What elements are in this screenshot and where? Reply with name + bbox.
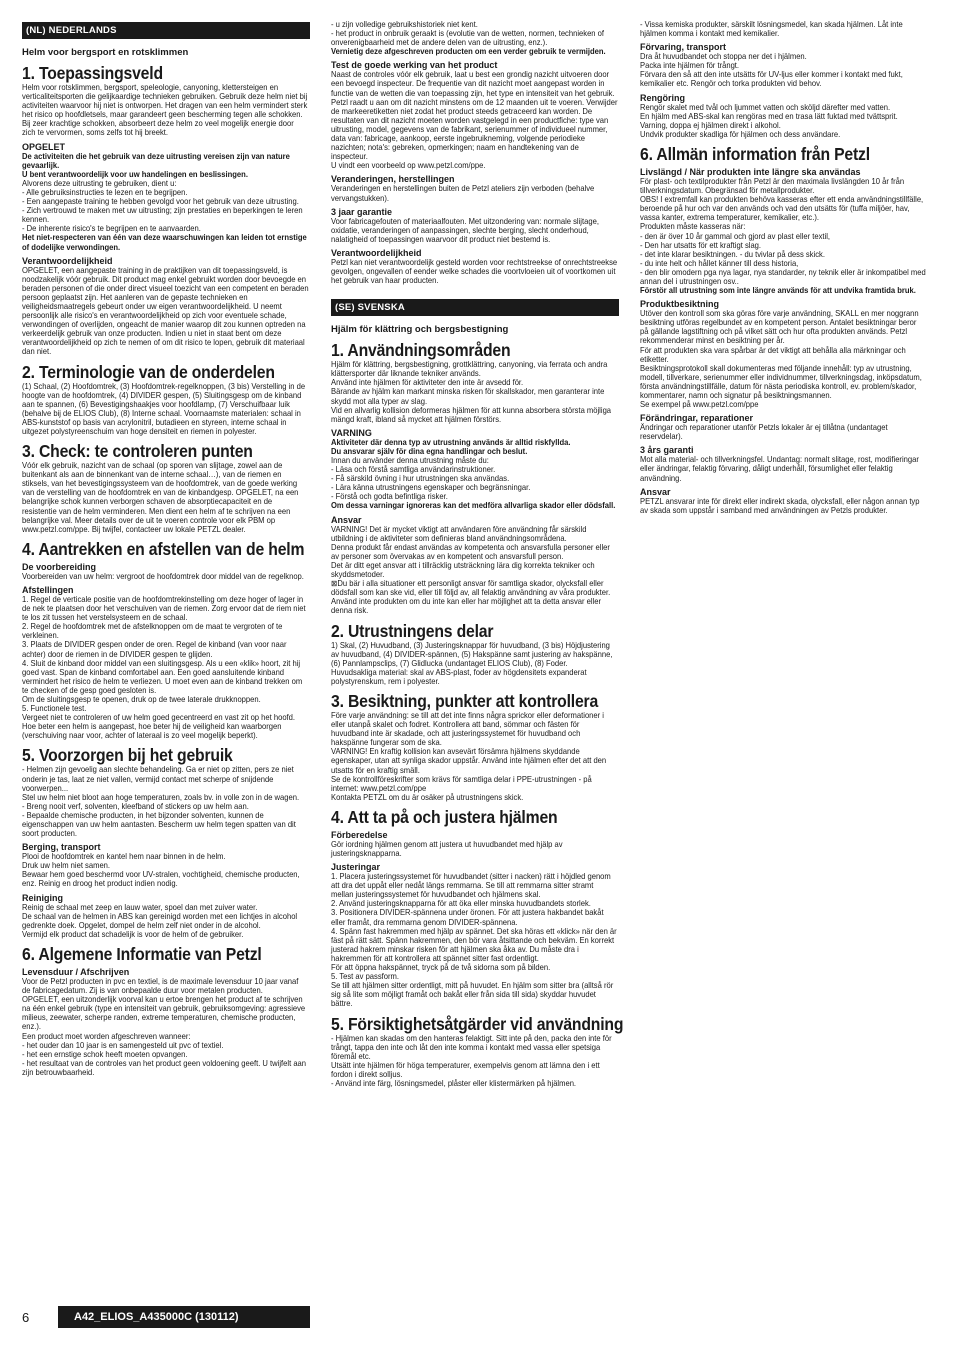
paragraph: - Helmen zijn gevoelig aan slechte behandeling. Ga er niet op zitten, pers ze niet onderin je tas, laat ze niet vallen, vermijd contact met scherpe of snijdende voorwerpen... Stel uw helm niet bloot aan hoge temperaturen, zoals bv. in volle zon in de wagen. - Breng nooit verf, solventen, kleefband of stickers op uw helm aan. - Bepaalde chemische producten, in het bijzonder solventen, kunnen de eigenschappen van uw helm aantasten. Bescherm uw helm tegen spatten van dit soort producten. — [22, 765, 300, 839]
section-title: 3. Check: te controleren punten — [22, 441, 253, 462]
warning-text: U bent verantwoordelijk voor uw handelingen en beslissingen. — [22, 169, 248, 179]
subtitle-nl: Helm voor bergsport en rotsklimmen — [22, 47, 189, 58]
language-bar-nl: (NL) NEDERLANDS — [22, 22, 310, 39]
section-title: 3. Besiktning, punkter att kontrollera — [331, 690, 599, 711]
paragraph: Utöver den kontroll som ska göras före varje användning, SKALL en mer noggrann besiktning utföras regelbundet av en kompetent person. Antalet besiktningar beror på gällande lagstiftning och på vilket sätt och hur ofta produkten används. Petzl rekommenderar minst en besiktning per år. För att produkten ska vara spårbar är det viktigt att behålla alla märkningar och etiketter. Besiktningsprotokoll skall dokumenteras med följande innehåll: typ av utrustning, modell, tillverkare, serienummer eller individnummer, tillverkningsdag, inköpsdatum, första användningstillfälle, datum för nästa periodiska kontroll, ev. problem/skador, kommentarer, namn och signatur på besiktningsmannen. Se exempel på www.petzl.com/ppe — [640, 309, 922, 410]
paragraph: Vóór elk gebruik, nazicht van de schaal (op sporen van slijtage, zowel aan de buitenkant als aan de binnenkant van de interne schaal…), van de riemen en stiksels, van het bevestigingssysteem van de hoofdomtrek, van de goede werking van de verstelling van de hoofdomtrek en van de kinbandgesp. OPGELET, na een belangrijke schok kunnen verborgen schaven de absorptiecapaciteit en de resistentie van de helm verminderen. Men dient een helm af te schrijven na een belangrijke val. Meer details over de uit te voeren controle voor elk PBM op www.petzl.com/ppe. Bij twijfel, contacteer uw lokale PETZL dealer. — [22, 461, 299, 534]
warning-text: Aktiviteter där denna typ av utrustning används är alltid riskfyllda. Du ansvarar själv för dina egna handlingar och beslut. — [331, 437, 571, 456]
subheading: Produktbesiktning — [640, 299, 720, 310]
paragraph: Innan du använder denna utrustning måste du: - Läsa och förstå samtliga användarinstruktioner. - Få särskild övning i hur utrustningen ska användas. - Lära känna utrustningens egenskaper och begränsningar. - Förstå och godta befintliga risker. — [331, 456, 531, 502]
paragraph: Före varje användning: se till att det inte finns några sprickor eller deformationer i eller utanpå skalet och fodret. Kontrollera att band, sömmar och fästen för huvudband inte är skadade, och att justeringssystemet för huvudband och hakspänne fungerar som de ska. VARNING! En kraftig kollision kan avsevärt försämra hjälmens skyddande egenskaper, utan att synliga skador uppstår. Använd inte hjälmen efter det att den utsatts för en kraftig smäll. Se de kontrollföreskrifter som krävs för samtliga delar i PPE-utrustningen - på internet: www.petzl.com/ppe Kontakta PETZL om du är osäker på utrustningens skick. — [331, 710, 607, 802]
paragraph: Voorbereiden van uw helm: vergroot de hoofdomtrek door middel van de regelknop. — [22, 571, 304, 581]
language-bar-se: (SE) SVENSKA — [331, 299, 619, 316]
paragraph: Plooi de hoofdomtrek en kantel hem naar binnen in de helm. Druk uw helm niet samen. Bewaar hem goed beschermd voor UV-stralen, vochtigheid, chemische producten, enz. Reinig en droog het product indien nodig. — [22, 852, 300, 889]
subheading: Ansvar — [640, 486, 671, 497]
subheading: Justeringar — [331, 862, 381, 873]
page-number: 6 — [22, 1310, 30, 1325]
section-title: 4. Att ta på och justera hjälmen — [331, 806, 558, 827]
page-footer — [22, 1306, 310, 1328]
subheading: Rengöring — [640, 92, 685, 103]
subheading: Verantwoordelijkheid — [331, 247, 422, 258]
subtitle-se: Hjälm för klättring och bergsbestigning — [331, 324, 509, 336]
document-code: A42_ELIOS_A435000C (130112) — [58, 1306, 310, 1328]
paragraph: Rengör skalet med tvål och ljummet vatten och sköljd därefter med vatten. En hjälm med ABS-skal kan rengöras med en trasa lätt fuktad med tvättsprit. Varning, doppa ej hjälmen direkt i alkohol. Undvik produkter skadliga för hjälmen och dess användare. — [640, 102, 898, 139]
paragraph: Voor de Petzl producten in pvc en textiel, is de maximale levensduur 10 jaar vanaf de fabricagedatum. Zij is van onbepaalde duur voor metalen producten. OPGELET, een uitzonderlijk voorval kan u ertoe brengen het product af te schrijven na één enkel gebruik (type en intensiteit van gebruik, gebruiksomgeving: agressieve milieus, zeewater, scherpe randen, extreme temperaturen, chemische producten, enz.). Een product moet worden afgeschreven wanneer: - het ouder dan 10 jaar is en samengesteld uit pvc of textiel. - het een ernstige schok heeft moeten opvangen. - het resultaat van de controles van het product geen voldoening geeft. U twijfelt aan zijn betrouwbaarheid. — [22, 976, 307, 1077]
subheading: De voorbereiding — [22, 561, 97, 572]
section-title: 2. Terminologie van de onderdelen — [22, 361, 275, 382]
column-2 — [331, 20, 624, 1088]
paragraph: Mot alla material- och tillverkningsfel. Undantag: normalt slitage, rost, modifieringar eller ändringar, felaktig förvaring, dåligt underhåll, försumlighet eller felaktig användning. — [640, 455, 919, 483]
section-title: 4. Aantrekken en afstellen van de helm — [22, 538, 305, 559]
section-title: 6. Algemene Informatie van Petzl — [22, 943, 262, 964]
warning-text: Het niet-respecteren van één van deze waarschuwingen kan leiden tot ernstige of dodelijke verwondingen. — [22, 233, 307, 252]
subheading: Förändringar, reparationer — [640, 413, 754, 424]
paragraph: OPGELET, een aangepaste training in de praktijken van dit toepassingsveld, is noodzakelijk vóór gebruik. Dit product mag enkel gebruikt worden door bevoegde en beraden personen of die onder direct visueel toezicht van een competent en beraden persoon geplaatst zijn. Het aanleren van de gepaste technieken en veiligheidsmaatregels gebeurt onder uw eigen verantwoordelijkheid. U neemt persoonlijk alle risico's en verantwoordelijkheid op zich voor eventuele schade, verwondingen of overlijden, ongeacht de manier waarop dit zou kunnen optreden na verkeerdelijk gebruik van onze producten. Indien u niet in staat bent om deze verantwoordelijkheid op zich te nemen of om dit risico te lopen, gebruik dit materiaal dan niet. — [22, 265, 309, 357]
subheading: 3 jaar garantie — [331, 206, 393, 217]
section-title: 5. Voorzorgen bij het gebruik — [22, 745, 233, 766]
paragraph: 1) Skal, (2) Huvudband, (3) Justeringsknappar för huvudband, (3 bis) Höjdjustering av huvudband, (4) DIVIDER-spännen, (5) Hakspänne samt justering av hakspänne, (6) Pannlampsclips, (7) Glidlucka (undantaget ELIOS Club), (8) Foder. Huvudsakliga material: skal av ABS-plast, foder av högdensitets expanderat polystyrenskum, rem i polyester. — [331, 640, 613, 686]
paragraph: - Vissa kemiska produkter, särskilt lösningsmedel, kan skada hjälmen. Låt inte hjälmen komma i kontakt med kemikalier. — [640, 20, 903, 39]
section-title: 6. Allmän information från Petzl — [640, 143, 870, 164]
paragraph: Helm voor rotsklimmen, bergsport, speleologie, canyoning, klettersteigen en verticaliteitsporten die gelijkaardige technieken gebruiken. Gebruik deze helm niet bij activiteiten waarvoor hij niet is ontworpen. Het dragen van een helm vermindert sterk het risico op hoofdletsels, maar garandeert geen bescherming tegen alle schokken. Bij zeer krachtige schokken, absorbeert deze helm zo veel mogelijk energie door zich te vervormen, soms zelfs tot hij breekt. — [22, 83, 308, 138]
section-title: 5. Försiktighetsåtgärder vid användning — [331, 1013, 624, 1034]
subheading: Verantwoordelijkheid — [22, 255, 113, 266]
subheading: Förvaring, transport — [640, 42, 727, 53]
subheading: Livslängd / När produkten inte längre ska användas — [640, 166, 861, 177]
section-title: 1. Toepassingsveld — [22, 63, 163, 83]
paragraph: Naast de controles vóór elk gebruik, laat u best een grondig nazicht uitvoeren door een bevoegd inspecteur. De frequentie van dit nazicht moet aangepast worden in functie van de wetten die van toepassing zijn, het type en intensiteit van het gebruik. Petzl raadt u aan om dit nazicht minstens om de 12 maanden uit te voeren. Verwijder de markeeretiketten niet zodat het product steeds getraceerd kan worden. De resultaten van dit nazicht moeten worden vastgelegd in een productfiche: type van uitrusting, model, gegevens van de fabrikant, serienummer of individueel nummer, data van: fabricage, aankoop, eerste ingebruikneming, volgende periodieke nazichten; nota's: gebreken, opmerkingen; naam en handtekening van de inspecteur. U vindt een voorbeeld op www.petzl.com/ppe. — [331, 70, 618, 171]
paragraph: VARNING! Det är mycket viktigt att användaren före användning får särskild utbildning i de aktiviteter som definieras bland användningsområdena. Denna produkt får endast användas av kompetenta och ansvarsfulla personer eller av personer som övervakas av en kompetent och ansvarsfull person. Det är ditt eget ansvar att i tillräcklig utsträckning lära dig korrekta tekniker och skyddsmetoder. ⊠Du bär i alla situationer ett personligt ansvar för samtliga skador, olycksfall eller dödsfall som kan ske vid, eller till följd av, all felaktig användning av våra produkter. Använd inte produkten om du inte kan eller har möjlighet att ta detta ansvar eller denna risk. — [331, 524, 611, 616]
paragraph: Hjälm för klättring, bergsbestigning, grottklättring, canyoning, via ferrata och andra klättersporter där liknande tekniker används. Använd inte hjälmen för aktiviteter den inte är avsedd för. Bärande av hjälm kan markant minska risken för skallskador, men garanterar inte skydd mot alla typer av slag. Vid en allvarlig kollision deformeras hjälmen för att kunna absorbera största möjliga mängd kraft, ibland så mycket att hjälmen förstörs. — [331, 360, 612, 424]
paragraph: 1. Regel de verticale positie van de hoofdomtrekinstelling om deze hoger of lager in de nek te plaatsen door het verschuiven van de riemen. Zorg ervoor dat de riem niet te los zit tussen het verstelsysteem en de schaal. 2. Regel de hoofdomtrek met de afstelknoppen om de maat te vergroten of te verkleinen. 3. Plaats de DIVIDER gespen onder de oren. Regel de kinband (van voor naar achter) door de riemen in de DIVIDER gespen te glijden. 4. Sluit de kinband door middel van een sluitingsgesp. Als u een «klik» hoort, zit hij goed vast. Span de kinband comfortabel aan. Een goed aansluitende kinband vermindert het risico de helm te verliezen. U moet even aan de kinband trekken om te checken of de gesp goed gesloten is. Om de sluitingsgesp te openen, druk op de twee laterale drukknoppen. 5. Functionele test. Vergeet niet te controleren of uw helm goed gecentreerd en vast zit op het hoofd. Hoe beter een helm is aangepast, hoe beter hij de veiligheid kan waarborgen (verschuiving naar voor, achter of lateraal is zo veel mogelijk beperkt). — [22, 594, 306, 741]
warning-text: Vernietig deze afgeschreven producten om een verder gebruik te vermijden. — [331, 47, 606, 57]
column-3 — [640, 20, 928, 515]
paragraph: PETZL ansvarar inte för direkt eller indirekt skada, olycksfall, eller någon annan typ av skada som uppstår i samband med användningen av Petzls produkter. — [640, 496, 920, 515]
subheading: Ansvar — [331, 514, 362, 525]
paragraph: - u zijn volledige gebruikshistoriek niet kent. - het product in onbruik geraakt is (evolutie van de wetten, normen, technieken of onverenigbaarheid met de andere delen van de uitrusting, enz.). — [331, 20, 605, 48]
paragraph: - Hjälmen kan skadas om den hanteras felaktigt. Sitt inte på den, packa den inte för trångt, tappa den inte och låt den inte komma i kontakt med vassa eller spetsiga föremål etc. Utsätt inte hjälmen för höga temperaturer, exempelvis genom att lämna den i ett fordon i direkt solljus. - Använd inte färg, lösningsmedel, plåster eller klistermärken på hjälmen. — [331, 1033, 612, 1088]
section-title: 2. Utrustningens delar — [331, 620, 494, 641]
subheading: Berging, transport — [22, 842, 101, 853]
paragraph: Dra åt huvudbandet och stoppa ner det i hjälmen. Packa inte hjälmen för trångt. Förvara den så att den inte utsätts för UV-ljus eller kommer i kontakt med fukt, kemikalier etc. Rengör och torka produkten vid behov. — [640, 52, 903, 89]
paragraph: (1) Schaal, (2) Hoofdomtrek, (3) Hoofdomtrek-regelknoppen, (3 bis) Verstelling in de hoogte van de hoofdomtrek, (4) DIVIDER gespen, (5) Sluitingsgesp om de kinband aan te spannen, (6) Bevestigingshaakjes voor hoofdlamp, (7) Verschuifbaar luik (behalve bij de ELIOS Club), (8) Interne schaal. Voornaamste materialen: schaal in ABS-kunststof op basis van acrylonitril, butadieen en styreen, interne schaal in uitgezet polystyreenschuim van hoge densiteit en riemen in polyester. — [22, 381, 306, 436]
warning-text: Om dessa varningar ignoreras kan det medföra allvarliga skador eller dödsfall. — [331, 501, 616, 511]
paragraph: 1. Placera justeringssystemet för huvudbandet (sitter i nacken) rätt i höjdled genom att dra det uppåt eller nedåt längs remmarna. Se till att remmarna sitter stramt mellan justeringssystemet för huvudbandet och hjälmens skal. 2. Använd justeringsknapparna för att öka eller minska huvudbandets storlek. 3. Positionera DIVIDER-spännena under öronen. För att justera hakbandet bakåt eller framåt, dra remmarna genom DIVIDER-spännena. 4. Spänn fast hakremmen med hjälp av spännet. Det ska höras ett «klick» när den är fäst på rätt sätt. Spänn hakremmen, den bör vara åtsittande och bekväm. En korrekt justerad hakrem minskar risken för att hjälmen ska åka av. Du måste dra i hakremmen för att kontrollera att spännet sitter fast ordentligt. För att öppna hakspännet, tryck på de två sidorna som på bilden. 5. Test av passform. Se till att hjälmen sitter ordentligt, mitt på huvudet. En hjälm som sitter bra (alltså rör sig så lite som möjligt framåt och bakåt eller från sida till sida) skyddar huvudet bättre. — [331, 872, 617, 1009]
warning-text: De activiteiten die het gebruik van deze uitrusting vereisen zijn van nature gevaarlijk. — [22, 151, 290, 170]
warning-text: Förstör all utrustning som inte längre används för att undvika framtida bruk. — [640, 286, 916, 296]
paragraph: Ändringar och reparationer utanför Petzls lokaler är ej tillåtna (undantaget reservdelar). — [640, 423, 888, 442]
column-1 — [22, 22, 310, 1077]
paragraph: Petzl kan niet verantwoordelijk gesteld worden voor rechtstreekse of onrechtstreekse gevolgen, ongevallen of eender welke schades die voortvloeien uit of voortkomen uit het gebruik van haar producten. — [331, 257, 618, 286]
subheading: Afstellingen — [22, 584, 74, 595]
subheading: Test de goede werking van het product — [331, 60, 498, 71]
subheading: Levensduur / Afschrijven — [22, 966, 130, 977]
paragraph: Gör iordning hjälmen genom att justera ut huvudbandet med hjälp av justeringsknapparna. — [331, 839, 563, 858]
subheading: 3 års garanti — [640, 445, 694, 456]
subheading: VARNING — [331, 427, 372, 438]
paragraph: För plast- och textilprodukter från Petzl är den maximala livslängden 10 år från tillverkningsdatum. Obegränsad för metallprodukter. OBS! I extremfall kan produkten behöva kasseras efter ett enda användningstillfälle, beroende på hur och var den används och vad den utsätts för (tuffa miljöer, hav, vassa kanter, extrema temperaturer, kemikalier, etc.). Produkten måste kasseras när: - den är över 10 år gammal och gjord av plast eller textil, - Den har utsatts för ett kraftigt slag. - det inte klarar besiktningen. - du tvivlar på dess skick. - du inte helt och hållet känner till dess historia, - den blir omodern pga nya lagar, nya standarder, ny teknik eller är inkompatibel med annan del i utrustningen osv.. — [640, 176, 926, 286]
paragraph: Voor fabricagefouten of materiaalfouten. Met uitzondering van: normale slijtage, oxidatie, veranderingen of aanpassingen, slechte berging, slecht onderhoud, nalatigheid of toepassingen waarvoor dit product niet bestemd is. — [331, 216, 599, 244]
subheading: Reiniging — [22, 892, 63, 903]
subheading: Veranderingen, herstellingen — [331, 174, 455, 185]
subheading: Förberedelse — [331, 829, 388, 840]
paragraph: Veranderingen en herstellingen buiten de Petzl ateliers zijn verboden (behalve vervangstukken). — [331, 184, 595, 203]
paragraph: Alvorens deze uitrusting te gebruiken, dient u: - Alle gebruiksinstructies te lezen en te begrijpen. - Een aangepaste training te hebben gevolgd voor het gebruik van deze uitrusting. - Zich vertrouwd te maken met uw uitrusting; zijn prestaties en beperkingen te leren kennen. - De inherente risico's te begrijpen en te aanvaarden. — [22, 178, 303, 234]
section-title: 1. Användningsområden — [331, 340, 511, 361]
subheading: OPGELET — [22, 141, 66, 152]
paragraph: Reinig de schaal met zeep en lauw water, spoel dan met zuiver water. De schaal van de helmen in ABS kan gereinigd worden met een lichtjes in alcohol gedrenkte doek. Opgelet, dompel de helm zelf niet onder in de alcohol. Vermijd elk product dat schadelijk is voor de helm of de gebruiker. — [22, 902, 298, 939]
